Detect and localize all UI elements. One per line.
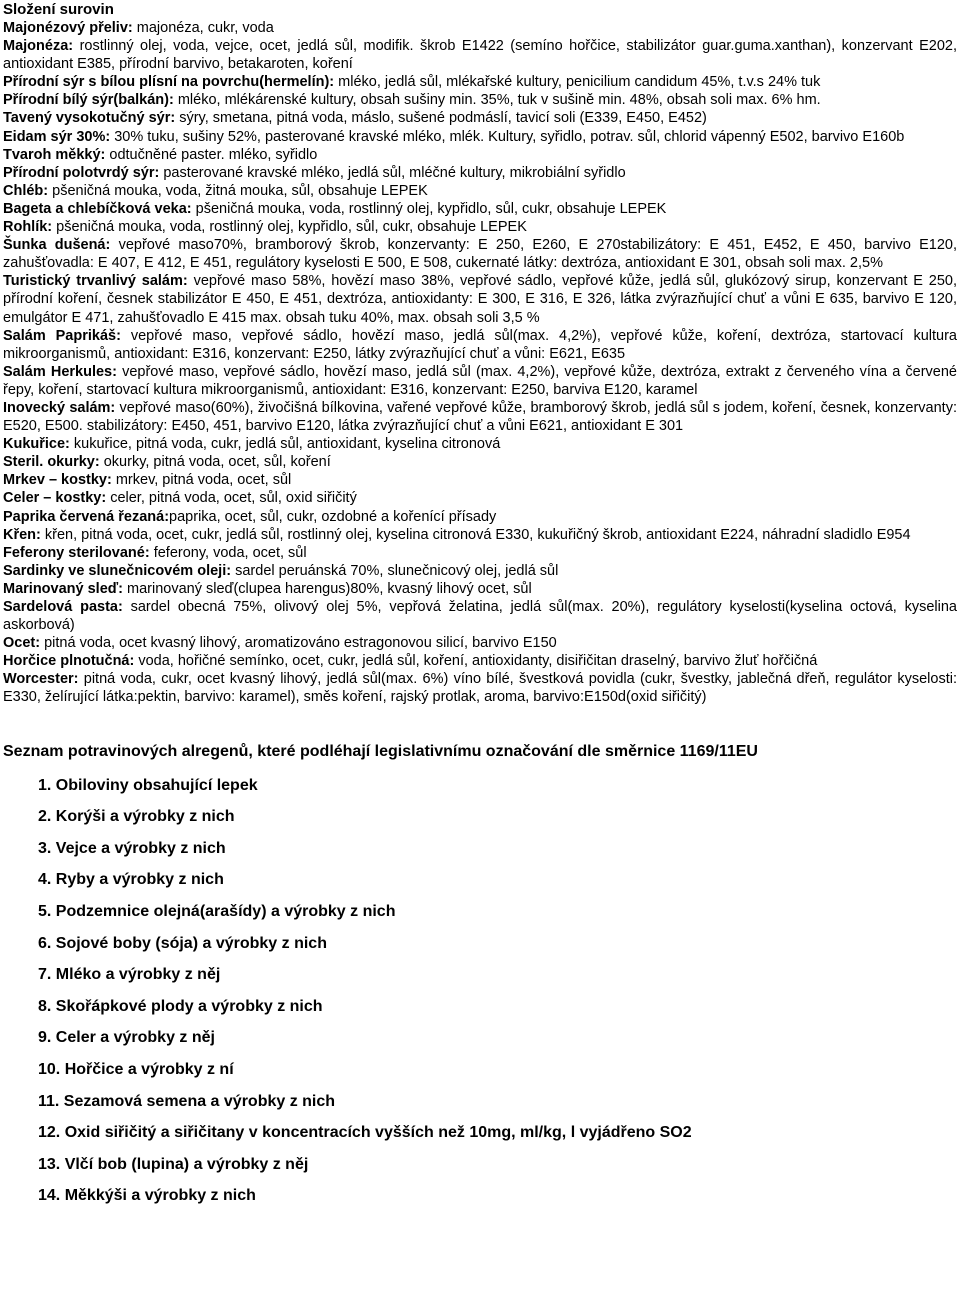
ingredient-text: 30% tuku, sušiny 52%, pasterované kravské mléko, mlék. Kultury, syřidlo, potrav. sůl, chlorid vápenný E502, barvivo E160b bbox=[110, 128, 905, 145]
ingredient-text: vepřové maso, vepřové sádlo, hovězí maso, jedlá sůl (max. 4,2%), vepřové kůže, dextróza, extrakt z červeného vína a červené řepy, koření, startovací kultura mikroorganismů, antioxidant: E316, konzervant: E250, barviva E120, karamel bbox=[3, 363, 957, 398]
ingredient-text: majonéza, cukr, voda bbox=[132, 20, 274, 36]
ingredient-text: pitná voda, cukr, ocet kvasný lihový, jedlá sůl(max. 6%) víno bílé, švestková povidla (cukr, švestky, jablečná dřeň, regulátor kyselosti: E330, želírující látka:pektin, barvivo: karamel), směs koření, rajský protlak, aroma, barvivo:E150d(oxid siřičitý) bbox=[3, 671, 957, 706]
ingredient-text: vepřové maso(60%), živočišná bílkovina, vařené vepřové kůže, bramborový škrob, jedlá sůl s jodem, koření, česnek, konzervanty: E520, E500. stabilizátory: E450, 451, barvivo E120, látka zvýrazňující chuť a vůni E621, antioxidant E 301 bbox=[3, 399, 957, 435]
allergen-item: 6. Sojové boby (sója) a výrobky z nich bbox=[38, 934, 327, 952]
ingredient-name: Salám Paprikáš: bbox=[3, 327, 121, 344]
allergen-item: 14. Měkkýši a výrobky z nich bbox=[38, 1187, 256, 1205]
ingredient-text: pšeničná mouka, voda, rostlinný olej, kypřidlo, sůl, cukr, obsahuje LEPEK bbox=[191, 200, 667, 217]
ingredient-text: feferony, voda, ocet, sůl bbox=[149, 544, 307, 561]
ingredient-name: Ocet: bbox=[3, 635, 41, 652]
ingredient-text: vepřové maso70%, bramborový škrob, konzervanty: E 250, E260, E 270stabilizátory: E 451, E452, E 450, barvivo E120, zahušťovadla: E 407, E 412, E 451, regulátory kyselosti E 500, E 508, cukernaté látky: dextróza, antioxidant E 301, obsah soli max. 2,5% bbox=[3, 237, 958, 272]
ingredient-entry bbox=[3, 19, 957, 37]
ingredient-text: pasterované kravské mléko, jedlá sůl, mléčné kultury, mikrobiální syřidlo bbox=[159, 164, 626, 181]
ingredient-text: vepřové maso 58%, hovězí maso 38%, vepřové sádlo, vepřové kůže, jedlá sůl, glukózový sirup, konzervant E 250, přírodní koření, česnek stabilizátor E 450, E 451, dextróza, antioxidanty: E 300, E 316, E 326, látka zvýrazňující chuť a vůni E 635, barvivo E 120, emulgátor E 471, zahušťovadlo E 415 max. obsah tuku 40%, max. obsah soli 3,5 % bbox=[3, 273, 957, 326]
ingredient-name: Přírodní sýr s bílou plísní na povrchu(hermelín): bbox=[3, 74, 335, 91]
ingredient-entry bbox=[3, 634, 957, 652]
ingredient-name: Worcester: bbox=[3, 671, 79, 688]
ingredient-text: marinovaný sleď(clupea harengus)80%, kvasný lihový ocet, sůl bbox=[123, 580, 532, 597]
ingredient-name: Majonézový přeliv: bbox=[3, 20, 133, 36]
ingredient-entry bbox=[3, 580, 957, 598]
ingredient-entry bbox=[3, 182, 957, 200]
ingredient-name: Křen: bbox=[3, 526, 41, 543]
ingredient-name: Kukuřice: bbox=[3, 436, 70, 453]
ingredient-name: Eidam sýr 30%: bbox=[3, 128, 111, 145]
ingredient-entry bbox=[3, 272, 957, 326]
ingredient-name: Turistický trvanlivý salám: bbox=[3, 273, 188, 290]
allergen-item: 9. Celer a výrobky z něj bbox=[38, 1029, 215, 1047]
ingredient-name: Chléb: bbox=[3, 182, 49, 199]
ingredient-entry bbox=[3, 327, 957, 363]
ingredient-name: Steril. okurky: bbox=[3, 454, 100, 471]
ingredient-entry bbox=[3, 109, 957, 127]
ingredient-entry bbox=[3, 435, 957, 453]
ingredient-entry bbox=[3, 128, 957, 146]
ingredient-text: sýry, smetana, pitná voda, máslo, sušené podmáslí, tavicí soli (E339, E450, E452) bbox=[175, 110, 707, 127]
ingredient-entry bbox=[3, 562, 957, 580]
allergens-section bbox=[3, 742, 957, 1207]
ingredient-name: Tavený vysokotučný sýr: bbox=[3, 110, 176, 127]
ingredient-name: Celer – kostky: bbox=[3, 490, 107, 507]
ingredient-entry bbox=[3, 508, 957, 526]
ingredient-name: Sardelová pasta: bbox=[3, 599, 123, 615]
ingredient-entry bbox=[3, 526, 957, 544]
ingredient-name: Horčice plnotučná: bbox=[3, 653, 135, 670]
allergen-item: 2. Korýši a výrobky z nich bbox=[38, 808, 235, 826]
allergen-item: 13. Vlčí bob (lupina) a výrobky z něj bbox=[38, 1155, 309, 1173]
allergens-list bbox=[3, 776, 957, 1207]
allergen-item: 7. Mléko a výrobky z něj bbox=[38, 966, 221, 984]
ingredient-name: Majonéza: bbox=[3, 38, 74, 55]
ingredient-name: Bageta a chlebíčková veka: bbox=[3, 200, 192, 217]
page-title: Složení surovin bbox=[3, 1, 114, 18]
ingredient-name: Přírodní bílý sýr(balkán): bbox=[3, 92, 174, 109]
ingredient-text: odtučněné paster. mléko, syřidlo bbox=[105, 146, 318, 163]
allergen-item: 5. Podzemnice olejná(arašídy) a výrobky z nich bbox=[38, 902, 396, 920]
ingredient-name: Paprika červená řezaná: bbox=[3, 508, 170, 525]
allergen-item: 1. Obiloviny obsahující lepek bbox=[38, 776, 258, 794]
ingredient-name: Tvaroh měkký: bbox=[3, 146, 106, 163]
allergen-item: 4. Ryby a výrobky z nich bbox=[38, 871, 224, 889]
allergen-item: 11. Sezamová semena a výrobky z nich bbox=[38, 1092, 336, 1110]
ingredient-entry bbox=[3, 164, 957, 182]
ingredient-name: Šunka dušená: bbox=[3, 237, 111, 254]
allergen-item: 12. Oxid siřičitý a siřičitany v koncentracích vyšších než 10mg, ml/kg, l vyjádřeno SO2 bbox=[38, 1124, 692, 1142]
ingredient-entry bbox=[3, 544, 957, 562]
allergens-title: Seznam potravinových alregenů, které podléhají legislativnímu označování dle směrnice 1169/11EU bbox=[3, 742, 758, 760]
ingredient-text: kukuřice, pitná voda, cukr, jedlá sůl, antioxidant, kyselina citronová bbox=[69, 436, 501, 453]
ingredient-entry bbox=[3, 453, 957, 471]
ingredient-text: mléko, jedlá sůl, mlékařské kultury, penicilium candidum 45%, t.v.s 24% tuk bbox=[334, 74, 821, 91]
ingredient-text: sardel peruánská 70%, slunečnicový olej, jedlá sůl bbox=[231, 562, 559, 579]
ingredient-entry bbox=[3, 363, 957, 399]
ingredient-entry bbox=[3, 200, 957, 218]
ingredient-name: Rohlík: bbox=[3, 219, 53, 236]
ingredient-name: Přírodní polotvrdý sýr: bbox=[3, 164, 160, 181]
ingredient-name: Salám Herkules: bbox=[3, 363, 117, 380]
ingredient-text: celer, pitná voda, ocet, sůl, oxid siřičitý bbox=[106, 490, 357, 507]
ingredient-entry bbox=[3, 218, 957, 236]
allergen-item: 3. Vejce a výrobky z nich bbox=[38, 839, 226, 857]
ingredient-text: sardel obecná 75%, olivový olej 5%, vepřová želatina, jedlá sůl(max. 20%), regulátory kyselosti(kyselina octová, kyselina askorbová) bbox=[3, 599, 957, 634]
ingredient-entry bbox=[3, 399, 957, 435]
allergen-item: 10. Hořčice a výrobky z ní bbox=[38, 1060, 234, 1078]
ingredient-text: pšeničná mouka, voda, rostlinný olej, kypřidlo, sůl, cukr, obsahuje LEPEK bbox=[52, 219, 527, 236]
ingredient-text: mléko, mlékárenské kultury, obsah sušiny min. 35%, tuk v sušině min. 48%, obsah soli max. 6% hm. bbox=[173, 92, 821, 109]
ingredient-text: pšeničná mouka, voda, žitná mouka, sůl, obsahuje LEPEK bbox=[48, 182, 428, 199]
ingredient-text: okurky, pitná voda, ocet, sůl, koření bbox=[99, 454, 331, 471]
ingredient-entry bbox=[3, 471, 957, 489]
ingredient-entry bbox=[3, 489, 957, 507]
ingredient-entry bbox=[3, 598, 957, 634]
ingredient-name: Inovecký salám: bbox=[3, 399, 116, 416]
ingredient-text: vepřové maso, vepřové sádlo, hovězí maso, jedlá sůl(max. 4,2%), vepřové kůže, koření, dextróza, startovací kultura mikroorganismů, antioxidant: E316, konzervant: E250, látky zvýrazňující chuť a vůni: E621, E635 bbox=[3, 327, 957, 362]
ingredient-entry bbox=[3, 73, 957, 91]
ingredient-entry bbox=[3, 670, 957, 706]
ingredient-entry bbox=[3, 652, 957, 670]
ingredients-list bbox=[3, 19, 957, 707]
ingredient-text: pitná voda, ocet kvasný lihový, aromatizováno estragonovou silicí, barvivo E150 bbox=[40, 635, 557, 652]
ingredient-entry bbox=[3, 91, 957, 109]
ingredient-entry bbox=[3, 37, 957, 73]
ingredient-name: Marinovaný sleď: bbox=[3, 580, 124, 597]
ingredient-text: paprika, ocet, sůl, cukr, ozdobné a kořenící přísady bbox=[169, 508, 497, 525]
ingredient-entry bbox=[3, 236, 957, 272]
ingredient-name: Mrkev – kostky: bbox=[3, 472, 112, 489]
ingredient-text: rostlinný olej, voda, vejce, ocet, jedlá sůl, modifik. škrob E1422 (semíno hořčice, stabilizátor guar.guma.xanthan), konzervant E202, antioxidant E385, přírodní barvivo, betakaroten, koření bbox=[3, 38, 957, 73]
ingredient-text: křen, pitná voda, ocet, cukr, jedlá sůl, rostlinný olej, kyselina citronová E330, kukuřičný škrob, antioxidant E224, náhradní sladidlo E954 bbox=[40, 526, 911, 543]
ingredient-name: Sardinky ve slunečnicovém oleji: bbox=[3, 562, 232, 579]
ingredient-text: voda, hořičné semínko, ocet, cukr, jedlá sůl, koření, antioxidanty, disiřičitan draselný, barvivo žluť hořčičná bbox=[134, 653, 818, 670]
ingredient-entry bbox=[3, 146, 957, 164]
allergen-item: 8. Skořápkové plody a výrobky z nich bbox=[38, 997, 323, 1015]
ingredient-name: Feferony sterilované: bbox=[3, 544, 150, 561]
ingredient-text: mrkev, pitná voda, ocet, sůl bbox=[111, 472, 292, 489]
